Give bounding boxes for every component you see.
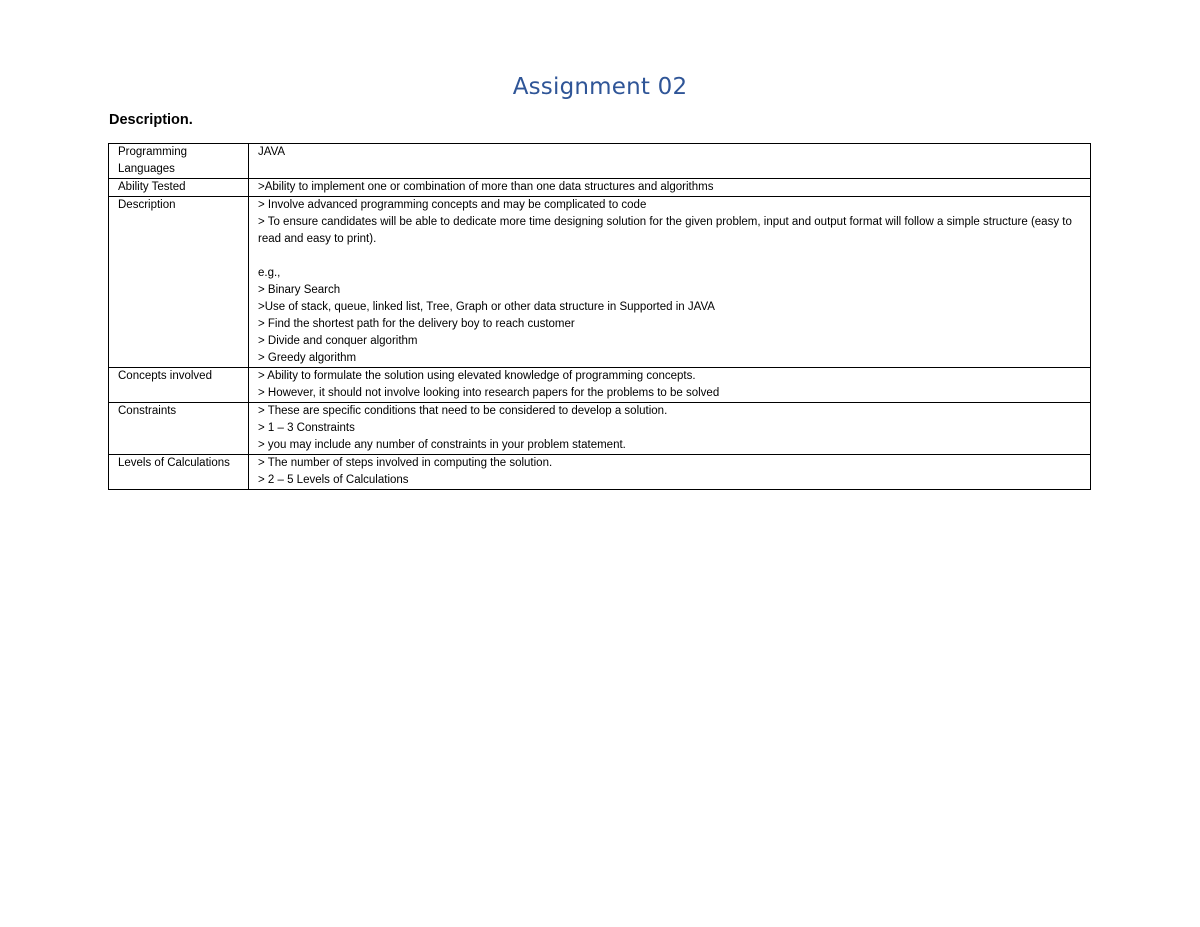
table-row <box>109 403 1091 455</box>
row-value-line: > The number of steps involved in computing the solution. <box>258 457 553 469</box>
row-value <box>249 197 1091 368</box>
row-value-line: > These are specific conditions that need to be considered to develop a solution. <box>258 405 668 417</box>
row-value <box>249 179 1091 197</box>
row-value-line: > Ability to formulate the solution using elevated knowledge of programming concepts. <box>258 370 696 382</box>
row-value-line: e.g., <box>258 267 281 279</box>
row-value-line: > Find the shortest path for the delivery boy to reach customer <box>258 318 575 330</box>
spec-table-body <box>109 144 1091 490</box>
row-value-line: JAVA <box>258 146 286 158</box>
table-row <box>109 197 1091 368</box>
section-heading: Description. <box>109 112 193 128</box>
row-value-line: >Use of stack, queue, linked list, Tree, Graph or other data structure in Supported in JAVA <box>258 301 715 313</box>
row-value-line: > Greedy algorithm <box>258 352 357 364</box>
row-value-line: > Binary Search <box>258 284 341 296</box>
row-value-line: > you may include any number of constraints in your problem statement. <box>258 439 626 451</box>
row-value-line: > To ensure candidates will be able to dedicate more time designing solution for the given problem, input and output format will follow a simple structure (easy to read and easy to print). <box>258 216 1076 245</box>
row-value <box>249 455 1091 490</box>
row-value-line <box>258 248 1082 265</box>
row-value <box>249 368 1091 403</box>
row-label: Concepts involved <box>109 368 249 403</box>
table-row <box>109 179 1091 197</box>
row-value-line: > However, it should not involve looking into research papers for the problems to be solved <box>258 387 720 399</box>
row-value <box>249 144 1091 179</box>
row-label: Ability Tested <box>109 179 249 197</box>
row-value-line: > 1 – 3 Constraints <box>258 422 355 434</box>
row-value-line: > Involve advanced programming concepts and may be complicated to code <box>258 199 647 211</box>
row-value <box>249 403 1091 455</box>
row-label: Programming Languages <box>109 144 249 179</box>
row-label: Constraints <box>109 403 249 455</box>
table-row <box>109 144 1091 179</box>
row-value-line: > Divide and conquer algorithm <box>258 335 418 347</box>
table-row <box>109 455 1091 490</box>
row-label: Description <box>109 197 249 368</box>
page-title: Assignment 02 <box>512 74 688 100</box>
table-row <box>109 368 1091 403</box>
row-value-line: >Ability to implement one or combination of more than one data structures and algorithms <box>258 181 714 193</box>
row-value-line: > 2 – 5 Levels of Calculations <box>258 474 409 486</box>
row-label: Levels of Calculations <box>109 455 249 490</box>
assignment-spec-table <box>108 143 1091 490</box>
